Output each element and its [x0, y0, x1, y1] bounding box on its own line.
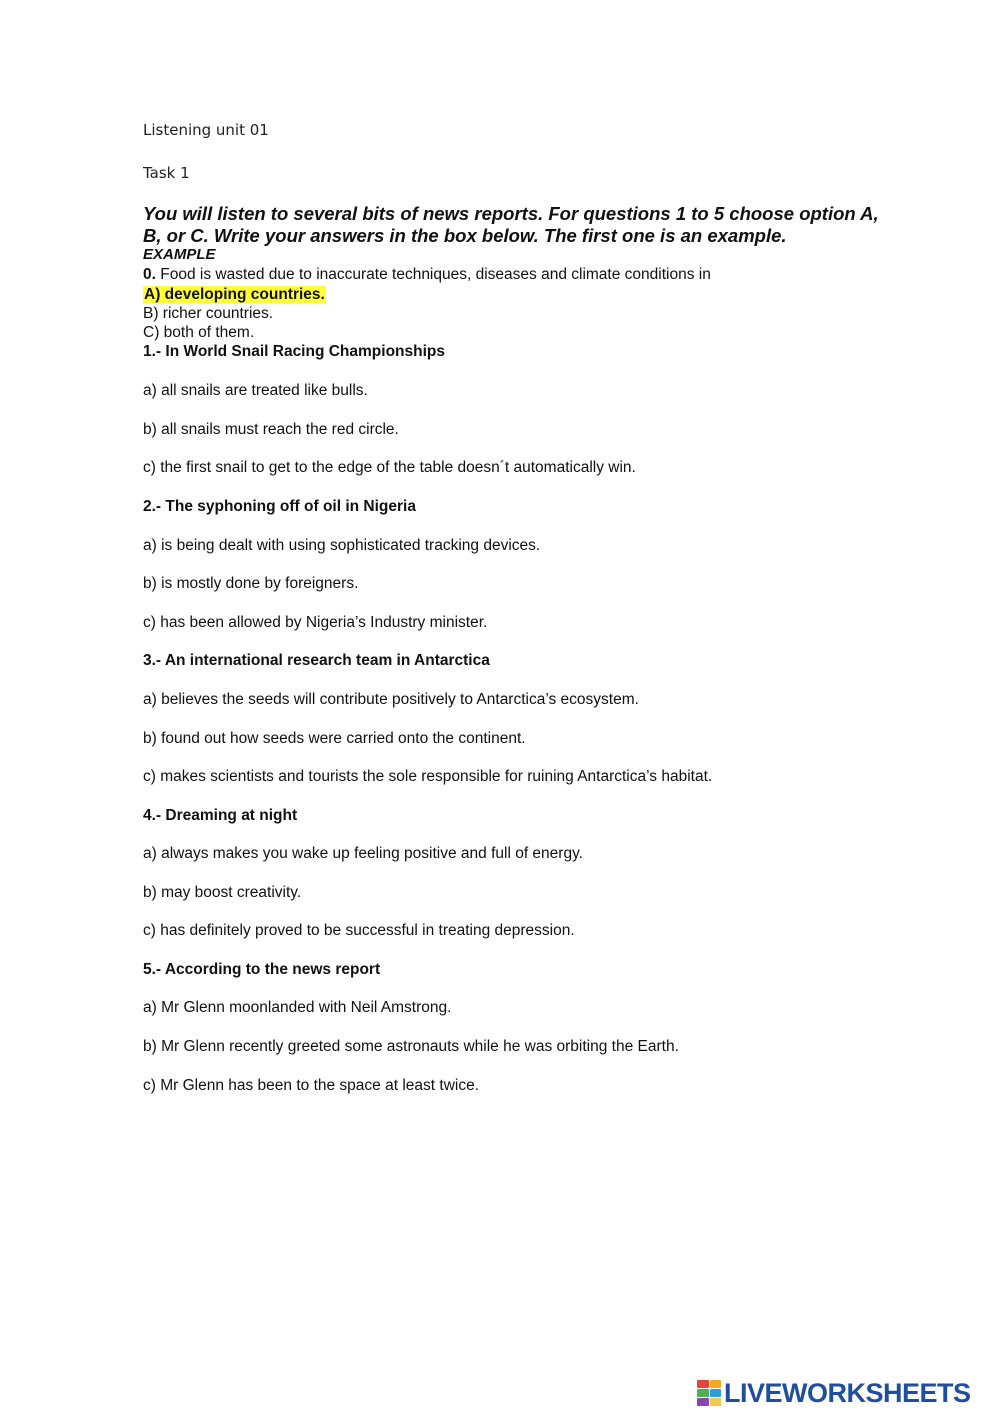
example-answer-highlight: A) developing countries. [144, 286, 325, 303]
question-5-option-a[interactable]: a) Mr Glenn moonlanded with Neil Amstrong. [143, 999, 452, 1016]
question-4-option-c[interactable]: c) has definitely proved to be successful in treating depression. [143, 922, 575, 939]
question-3-option-a[interactable]: a) believes the seeds will contribute positively to Antarctica’s ecosystem. [143, 691, 639, 708]
question-1-title: 1.- In World Snail Racing Championships [143, 343, 445, 360]
example-option-c: C) both of them. [143, 324, 255, 341]
question-4-option-a[interactable]: a) always makes you wake up feeling positive and full of energy. [143, 845, 583, 862]
question-4-option-b[interactable]: b) may boost creativity. [143, 884, 302, 901]
question-2-option-c[interactable]: c) has been allowed by Nigeria’s Industry minister. [143, 614, 488, 631]
liveworksheets-logo-icon [697, 1380, 721, 1406]
question-5-title: 5.- According to the news report [143, 961, 381, 978]
example-stem-text: Food is wasted due to inaccurate techniques, diseases and climate conditions in [155, 266, 711, 283]
instructions: You will listen to several bits of news reports. For questions 1 to 5 choose option A, B, or C. Write your answers in the box below. The first one is an example. [143, 203, 879, 246]
unit-title: Listening unit 01 [143, 121, 269, 139]
question-3-title: 3.- An international research team in Antarctica [143, 652, 490, 669]
example-option-b: B) richer countries. [143, 305, 274, 322]
question-2-option-b[interactable]: b) is mostly done by foreigners. [143, 575, 359, 592]
question-2-title: 2.- The syphoning off of oil in Nigeria [143, 498, 416, 515]
example-stem [143, 265, 711, 285]
question-2-option-a[interactable]: a) is being dealt with using sophisticated tracking devices. [143, 537, 541, 554]
liveworksheets-watermark [697, 1376, 971, 1410]
task-title: Task 1 [143, 164, 190, 182]
question-1-option-b[interactable]: b) all snails must reach the red circle. [143, 421, 399, 438]
question-1-option-a[interactable]: a) all snails are treated like bulls. [143, 382, 368, 399]
example-number: 0. [143, 266, 156, 283]
question-4-title: 4.- Dreaming at night [143, 807, 298, 824]
question-3-option-b[interactable]: b) found out how seeds were carried onto the continent. [143, 730, 526, 747]
liveworksheets-logo-text: LIVEWORKSHEETS [724, 1377, 971, 1408]
example-label: EXAMPLE [143, 246, 216, 263]
question-3-option-c[interactable]: c) makes scientists and tourists the sole responsible for ruining Antarctica’s habitat. [143, 768, 713, 785]
question-5-option-c[interactable]: c) Mr Glenn has been to the space at least twice. [143, 1077, 480, 1094]
question-5-option-b[interactable]: b) Mr Glenn recently greeted some astronauts while he was orbiting the Earth. [143, 1038, 679, 1055]
example-option-a [143, 285, 326, 305]
question-1-option-c[interactable]: c) the first snail to get to the edge of the table doesn´t automatically win. [143, 459, 636, 476]
